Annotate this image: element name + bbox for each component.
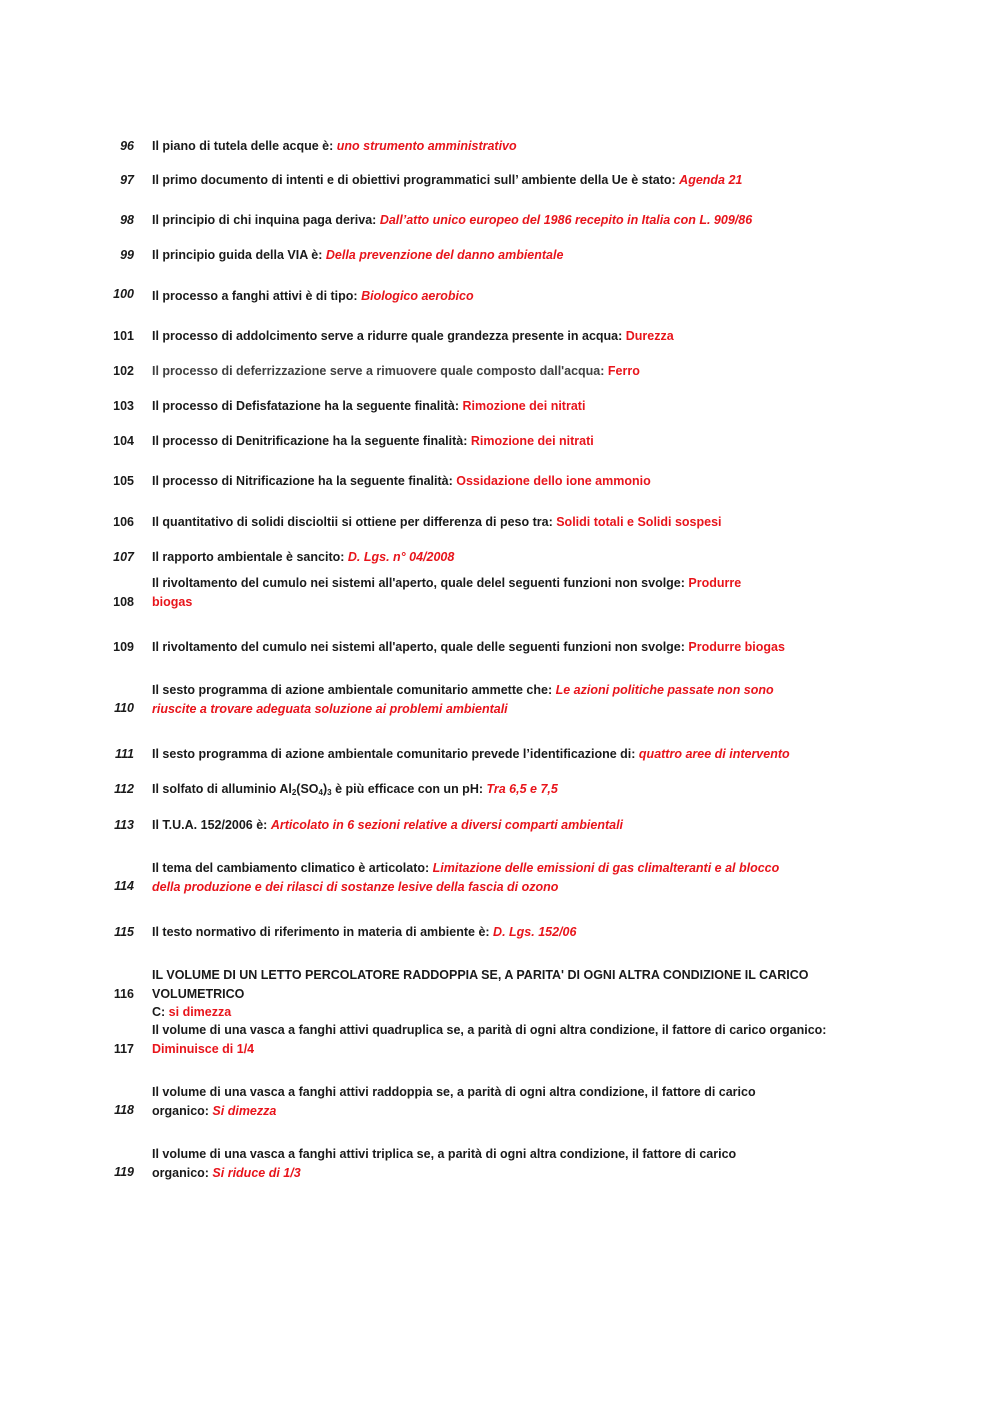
question-text: Il quantitativo di solidi discioltii si ottiene per differenza di peso tra: <box>152 515 557 529</box>
answer-text: Della prevenzione del danno ambientale <box>325 248 564 262</box>
question-text: Il T.U.A. 152/2006 è: <box>152 818 271 832</box>
question-text: Il sesto programma di azione ambientale comunitario prevede l’identificazione di: <box>152 747 639 761</box>
question-text: Il solfato di alluminio $Al_2(SO_4)_3$ è più efficace con un pH: <box>152 782 487 797</box>
question-text: IL VOLUME DI UN LETTO PERCOLATORE RADDOPPIA SE, A PARITA' DI OGNI ALTRA CONDIZIONE IL CARICO VOLUMETRICO <box>152 968 809 1001</box>
item-number: 98 <box>120 213 134 227</box>
question-text: Il testo normativo di riferimento in materia di ambiente è: <box>152 925 494 939</box>
question-text: Il volume di una vasca a fanghi attivi raddoppia se, a parità di ogni altra condizione, il fattore di carico <box>152 1085 756 1099</box>
item-number: 110 <box>114 701 134 715</box>
item-text <box>152 1021 872 1058</box>
answer-text: quattro aree di intervento <box>638 747 790 761</box>
question-text: Il sesto programma di azione ambientale comunitario ammette che: <box>152 683 556 697</box>
item-text <box>152 638 872 657</box>
item-text <box>152 923 872 942</box>
item-number: 111 <box>114 747 134 761</box>
item-text <box>152 397 872 416</box>
answer-text: Durezza <box>625 329 674 343</box>
item-text <box>152 745 872 764</box>
item-text <box>152 966 892 1022</box>
answer-text: Si dimezza <box>212 1103 277 1118</box>
question-text: Il principio di chi inquina paga deriva: <box>152 213 380 227</box>
item-text <box>152 362 872 381</box>
answer-text: uno strumento amministrativo <box>336 139 517 153</box>
item-text <box>152 287 872 306</box>
question-text: Il processo di Denitrificazione ha la seguente finalità: <box>152 434 471 448</box>
question-text: Il processo di Defisfatazione ha la seguente finalità: <box>152 399 463 413</box>
item-text <box>152 681 872 718</box>
item-number: 119 <box>114 1165 134 1179</box>
answer-text: Limitazione delle emissioni di gas climalteranti e al blocco <box>432 861 780 875</box>
question-text: Il piano di tutela delle acque è: <box>152 139 337 153</box>
question-text: Il processo di Nitrificazione ha la seguente finalità: <box>152 474 457 488</box>
item-text <box>152 472 872 491</box>
item-text <box>152 171 872 190</box>
question-text-continued: organico: <box>152 1103 213 1118</box>
answer-text-continued: biogas <box>152 594 193 609</box>
item-number: 117 <box>113 1042 134 1056</box>
question-text: Il volume di una vasca a fanghi attivi quadruplica se, a parità di ogni altra condizione, il fattore di carico organico: <box>152 1023 827 1037</box>
item-number: 118 <box>114 1103 134 1117</box>
answer-text: D. Lgs. 152/06 <box>493 925 577 939</box>
item-text <box>152 327 872 346</box>
answer-text: Rimozione dei nitrati <box>470 434 594 448</box>
answer-text: Tra 6,5 e 7,5 <box>486 782 558 796</box>
item-text <box>152 137 872 156</box>
item-text <box>152 211 872 230</box>
question-text: Il primo documento di intenti e di obiettivi programmatici sull’ ambiente della Ue è stato: <box>152 173 680 187</box>
question-text: Il principio guida della VIA è: <box>152 248 326 262</box>
item-number: 109 <box>113 640 134 654</box>
item-text <box>152 574 872 611</box>
question-text: Il rapporto ambientale è sancito: <box>152 550 348 564</box>
item-number: 101 <box>113 329 134 343</box>
question-text-continued: organico: <box>152 1165 213 1180</box>
answer-text: Rimozione dei nitrati <box>462 399 586 413</box>
item-number: 106 <box>113 515 134 529</box>
answer-text: Articolato in 6 sezioni relative a diversi comparti ambientali <box>270 818 624 832</box>
item-number: 96 <box>120 139 134 153</box>
question-text: Il processo a fanghi attivi è di tipo: <box>152 289 362 303</box>
item-text <box>152 513 872 532</box>
item-number: 112 <box>114 782 134 796</box>
item-text <box>152 1145 872 1182</box>
item-number: 105 <box>113 474 134 488</box>
question-text: Il rivoltamento del cumulo nei sistemi all'aperto, quale delle seguenti funzioni non svolge: <box>152 640 689 654</box>
answer-text: Le azioni politiche passate non sono <box>555 683 774 697</box>
item-number: 107 <box>113 550 134 564</box>
question-text: Il processo di deferrizzazione serve a rimuovere quale composto dall'acqua: <box>152 364 608 378</box>
question-text: Il rivoltamento del cumulo nei sistemi all'aperto, quale delel seguenti funzioni non svolge: <box>152 576 689 590</box>
item-text <box>152 859 872 896</box>
item-number: 104 <box>113 434 134 448</box>
answer-text: Ossidazione dello ione ammonio <box>456 474 651 488</box>
answer-text: Produrre <box>688 576 742 590</box>
answer-text: Si riduce di 1/3 <box>212 1165 301 1180</box>
answer-text-continued: riuscite a trovare adeguata soluzione ai problemi ambientali <box>152 701 508 716</box>
question-text: Il tema del cambiamento climatico è articolato: <box>152 861 433 875</box>
answer-text: Solidi totali e Solidi sospesi <box>556 515 722 529</box>
answer-text: Ferro <box>607 364 640 378</box>
item-number: 114 <box>114 879 134 893</box>
item-text <box>152 780 872 803</box>
item-number: 99 <box>120 248 134 262</box>
item-text <box>152 246 872 265</box>
item-text <box>152 432 872 451</box>
item-text <box>152 1083 872 1120</box>
question-text-continued: C: <box>152 1005 169 1019</box>
item-number: 102 <box>113 364 134 378</box>
question-text: Il volume di una vasca a fanghi attivi triplica se, a parità di ogni altra condizione, il fattore di carico <box>152 1147 737 1161</box>
answer-text: Biologico aerobico <box>361 289 474 303</box>
item-text <box>152 816 872 835</box>
question-text: Il processo di addolcimento serve a ridurre quale grandezza presente in acqua: <box>152 329 626 343</box>
answer-text: Agenda 21 <box>679 173 743 187</box>
answer-text: si dimezza <box>168 1005 232 1019</box>
item-number: 113 <box>114 818 134 832</box>
answer-text: Dall’atto unico europeo del 1986 recepito in Italia con L. 909/86 <box>379 213 753 227</box>
answer-text: Produrre biogas <box>688 640 785 654</box>
item-number: 108 <box>113 595 134 609</box>
answer-text-continued: della produzione e dei rilasci di sostanze lesive della fascia di ozono <box>152 879 559 894</box>
answer-text: D. Lgs. n° 04/2008 <box>347 550 455 564</box>
item-number: 116 <box>113 987 134 1001</box>
item-number: 97 <box>120 173 134 187</box>
item-text <box>152 548 872 567</box>
item-number: 103 <box>113 399 134 413</box>
answer-text: Diminuisce di 1/4 <box>152 1041 255 1056</box>
item-number: 100 <box>113 287 134 301</box>
item-number: 115 <box>114 925 134 939</box>
